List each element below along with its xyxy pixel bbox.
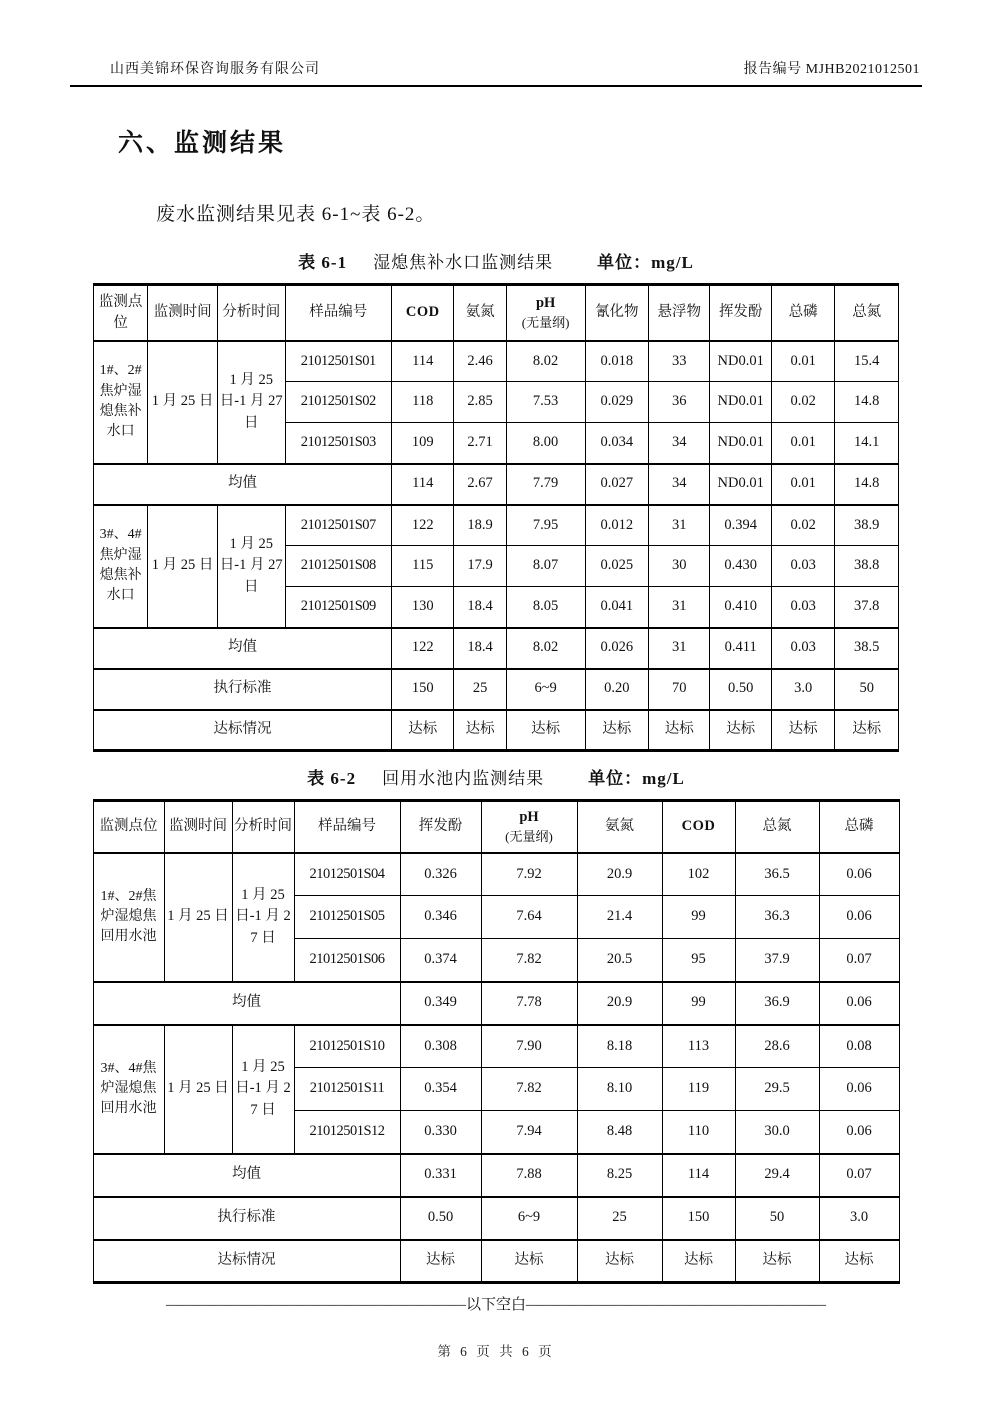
analysis-date-cell: 1 月 25 日-1 月 27 日 (232, 1025, 294, 1154)
value-cell: 2.67 (454, 464, 506, 505)
value-cell: 3.0 (771, 669, 834, 710)
value-cell: 8.48 (577, 1111, 662, 1154)
below-blank-marker: ————————————————————以下空白———————————————————— (165, 1297, 826, 1313)
value-cell: 达标 (710, 710, 771, 751)
value-cell: 0.03 (771, 587, 834, 628)
sample-id-cell: 21012501S10 (294, 1025, 400, 1068)
value-cell: 34 (649, 464, 710, 505)
value-cell: 达标 (585, 710, 648, 751)
value-cell: 0.01 (771, 341, 834, 382)
value-cell: 36 (649, 382, 710, 423)
standard-row (93, 1197, 899, 1240)
value-cell: 8.07 (506, 546, 585, 587)
mean-label-cell: 均值 (93, 1154, 400, 1197)
value-cell: 0.326 (400, 853, 481, 896)
value-cell: 99 (662, 896, 735, 939)
col-header: 分析时间 (217, 285, 285, 341)
value-cell: 99 (662, 982, 735, 1025)
value-cell: 28.6 (735, 1025, 819, 1068)
value-cell: 0.041 (585, 587, 648, 628)
table1-caption-title: 湿熄焦补水口监测结果 (373, 253, 554, 272)
value-cell: 7.64 (481, 896, 577, 939)
value-cell: 0.411 (710, 628, 771, 669)
sample-id-cell: 21012501S04 (294, 853, 400, 896)
value-cell: 达标 (819, 1240, 899, 1283)
value-cell: 6~9 (481, 1197, 577, 1240)
value-cell: 122 (392, 505, 454, 546)
value-cell: 0.018 (585, 341, 648, 382)
date-cell: 1 月 25 日 (148, 505, 218, 628)
value-cell: 达标 (577, 1240, 662, 1283)
mean-label-cell: 均值 (94, 464, 392, 505)
value-cell: 0.07 (819, 1154, 899, 1197)
value-cell: 20.9 (577, 982, 662, 1025)
table-row (93, 853, 899, 896)
value-cell: 0.025 (585, 546, 648, 587)
value-cell: 14.1 (835, 423, 899, 464)
compliance-row (94, 710, 899, 751)
value-cell: 38.9 (835, 505, 899, 546)
value-cell: 7.95 (506, 505, 585, 546)
value-cell: 0.03 (771, 628, 834, 669)
sample-id-cell: 21012501S09 (285, 587, 392, 628)
value-cell: 0.029 (585, 382, 648, 423)
date-cell: 1 月 25 日 (164, 853, 232, 982)
value-cell: 0.430 (710, 546, 771, 587)
value-cell: 0.354 (400, 1068, 481, 1111)
value-cell: 25 (454, 669, 506, 710)
value-cell: 0.02 (771, 505, 834, 546)
value-cell: 0.308 (400, 1025, 481, 1068)
value-cell: 15.4 (835, 341, 899, 382)
sample-id-cell: 21012501S12 (294, 1111, 400, 1154)
site-cell: 3#、4#焦炉湿熄焦回用水池 (93, 1025, 164, 1154)
sample-id-cell: 21012501S03 (285, 423, 392, 464)
value-cell: 达标 (454, 710, 506, 751)
value-cell: 2.46 (454, 341, 506, 382)
compliance-row (93, 1240, 899, 1283)
date-cell: 1 月 25 日 (148, 341, 218, 464)
value-cell: 0.034 (585, 423, 648, 464)
compliance-label-cell: 达标情况 (93, 1240, 400, 1283)
ph-label: pH (519, 808, 539, 825)
col-header: 分析时间 (232, 801, 294, 853)
value-cell: 109 (392, 423, 454, 464)
value-cell: 38.8 (835, 546, 899, 587)
value-cell: 20.9 (577, 853, 662, 896)
value-cell: 31 (649, 587, 710, 628)
value-cell: 114 (392, 341, 454, 382)
value-cell: 18.9 (454, 505, 506, 546)
value-cell: 0.06 (819, 1068, 899, 1111)
sample-id-cell: 21012501S11 (294, 1068, 400, 1111)
value-cell: 118 (392, 382, 454, 423)
value-cell: 0.06 (819, 982, 899, 1025)
value-cell: 29.4 (735, 1154, 819, 1197)
value-cell: 0.01 (771, 423, 834, 464)
value-cell: 36.3 (735, 896, 819, 939)
value-cell: 0.374 (400, 939, 481, 982)
value-cell: 0.026 (585, 628, 648, 669)
value-cell: 8.00 (506, 423, 585, 464)
value-cell: 达标 (771, 710, 834, 751)
sample-id-cell: 21012501S07 (285, 505, 392, 546)
col-header-ph (481, 801, 577, 853)
value-cell: 7.82 (481, 939, 577, 982)
value-cell: ND0.01 (710, 464, 771, 505)
value-cell: 30.0 (735, 1111, 819, 1154)
sample-id-cell: 21012501S01 (285, 341, 392, 382)
intro-text: 废水监测结果见表 6-1~表 6-2。 (156, 204, 436, 225)
col-header: 氰化物 (585, 285, 648, 341)
table1-caption-unit: 单位：mg/L (597, 253, 694, 272)
col-header: 总磷 (819, 801, 899, 853)
value-cell: 0.03 (771, 546, 834, 587)
report-number: 报告编号 MJHB2021012501 (743, 62, 920, 77)
col-header: 样品编号 (294, 801, 400, 853)
value-cell: 0.012 (585, 505, 648, 546)
sample-id-cell: 21012501S06 (294, 939, 400, 982)
col-header: 总氮 (835, 285, 899, 341)
value-cell: 0.330 (400, 1111, 481, 1154)
value-cell: 50 (735, 1197, 819, 1240)
ph-unit-label: (无量纲) (505, 828, 553, 844)
mean-label-cell: 均值 (94, 628, 392, 669)
value-cell: 150 (662, 1197, 735, 1240)
value-cell: 7.94 (481, 1111, 577, 1154)
value-cell: ND0.01 (710, 382, 771, 423)
value-cell: 18.4 (454, 587, 506, 628)
value-cell: 0.02 (771, 382, 834, 423)
value-cell: 8.05 (506, 587, 585, 628)
value-cell: 7.78 (481, 982, 577, 1025)
value-cell: 150 (392, 669, 454, 710)
col-header: COD (662, 801, 735, 853)
value-cell: 95 (662, 939, 735, 982)
table1-header-row (94, 285, 899, 341)
sample-id-cell: 21012501S05 (294, 896, 400, 939)
value-cell: 36.9 (735, 982, 819, 1025)
value-cell: 0.01 (771, 464, 834, 505)
site-cell: 1#、2#焦炉湿熄焦回用水池 (93, 853, 164, 982)
table-row (93, 1025, 899, 1068)
value-cell: 0.06 (819, 1111, 899, 1154)
value-cell: 0.346 (400, 896, 481, 939)
value-cell: 37.8 (835, 587, 899, 628)
value-cell: 36.5 (735, 853, 819, 896)
value-cell: 0.50 (710, 669, 771, 710)
value-cell: 达标 (481, 1240, 577, 1283)
mean-row (93, 1154, 899, 1197)
ph-label: pH (535, 294, 556, 311)
standard-label-cell: 执行标准 (93, 1197, 400, 1240)
value-cell: 0.394 (710, 505, 771, 546)
value-cell: 14.8 (835, 382, 899, 423)
value-cell: 31 (649, 505, 710, 546)
value-cell: 110 (662, 1111, 735, 1154)
mean-row (94, 628, 899, 669)
table2-header-row (93, 801, 899, 853)
col-header: 监测时间 (164, 801, 232, 853)
table-6-1 (93, 283, 899, 752)
value-cell: 114 (392, 464, 454, 505)
value-cell: 达标 (506, 710, 585, 751)
value-cell: 38.5 (835, 628, 899, 669)
value-cell: 7.88 (481, 1154, 577, 1197)
value-cell: 0.06 (819, 896, 899, 939)
value-cell: 25 (577, 1197, 662, 1240)
table1-caption (70, 248, 922, 273)
value-cell: 33 (649, 341, 710, 382)
value-cell: ND0.01 (710, 423, 771, 464)
value-cell: 31 (649, 628, 710, 669)
value-cell: 0.20 (585, 669, 648, 710)
value-cell: 122 (392, 628, 454, 669)
sample-id-cell: 21012501S08 (285, 546, 392, 587)
col-header: 监测时间 (148, 285, 218, 341)
value-cell: 达标 (662, 1240, 735, 1283)
value-cell: 8.02 (506, 341, 585, 382)
value-cell: 14.8 (835, 464, 899, 505)
standard-row (94, 669, 899, 710)
mean-row (94, 464, 899, 505)
value-cell: 达标 (392, 710, 454, 751)
mean-row (93, 982, 899, 1025)
col-header: 监测点位 (94, 285, 148, 341)
page-number: 第 6 页 共 6 页 (437, 1344, 555, 1359)
value-cell: 2.71 (454, 423, 506, 464)
value-cell: 115 (392, 546, 454, 587)
value-cell: 达标 (649, 710, 710, 751)
value-cell: 7.79 (506, 464, 585, 505)
table-row (94, 341, 899, 382)
value-cell: 0.07 (819, 939, 899, 982)
value-cell: 达标 (400, 1240, 481, 1283)
col-header: 总磷 (771, 285, 834, 341)
col-header: 氨氮 (454, 285, 506, 341)
site-cell: 1#、2#焦炉湿熄焦补水口 (94, 341, 148, 464)
value-cell: 6~9 (506, 669, 585, 710)
company-name: 山西美锦环保咨询服务有限公司 (110, 62, 320, 77)
value-cell: 7.82 (481, 1068, 577, 1111)
col-header: 悬浮物 (649, 285, 710, 341)
value-cell: 18.4 (454, 628, 506, 669)
value-cell: 114 (662, 1154, 735, 1197)
col-header: 挥发酚 (710, 285, 771, 341)
col-header: 总氮 (735, 801, 819, 853)
col-header: 监测点位 (93, 801, 164, 853)
col-header: COD (392, 285, 454, 341)
analysis-date-cell: 1 月 25 日-1 月 27 日 (217, 341, 285, 464)
col-header: 挥发酚 (400, 801, 481, 853)
value-cell: 102 (662, 853, 735, 896)
value-cell: 37.9 (735, 939, 819, 982)
analysis-date-cell: 1 月 25 日-1 月 27 日 (217, 505, 285, 628)
value-cell: 0.331 (400, 1154, 481, 1197)
value-cell: 0.08 (819, 1025, 899, 1068)
col-header: 氨氮 (577, 801, 662, 853)
col-header: 样品编号 (285, 285, 392, 341)
value-cell: 8.02 (506, 628, 585, 669)
value-cell: 0.06 (819, 853, 899, 896)
value-cell: 7.53 (506, 382, 585, 423)
table-6-2 (93, 799, 900, 1284)
value-cell: 34 (649, 423, 710, 464)
value-cell: 21.4 (577, 896, 662, 939)
value-cell: 17.9 (454, 546, 506, 587)
table-row (94, 505, 899, 546)
value-cell: 130 (392, 587, 454, 628)
value-cell: 0.410 (710, 587, 771, 628)
value-cell: 50 (835, 669, 899, 710)
value-cell: 119 (662, 1068, 735, 1111)
table2-caption (70, 764, 922, 789)
section-title: 六、监测结果 (118, 130, 287, 157)
value-cell: 8.18 (577, 1025, 662, 1068)
value-cell: 29.5 (735, 1068, 819, 1111)
standard-label-cell: 执行标准 (94, 669, 392, 710)
compliance-label-cell: 达标情况 (94, 710, 392, 751)
value-cell: 7.92 (481, 853, 577, 896)
value-cell: 0.027 (585, 464, 648, 505)
date-cell: 1 月 25 日 (164, 1025, 232, 1154)
value-cell: 达标 (735, 1240, 819, 1283)
table2-caption-unit: 单位：mg/L (588, 769, 685, 788)
sample-id-cell: 21012501S02 (285, 382, 392, 423)
mean-label-cell: 均值 (93, 982, 400, 1025)
value-cell: 113 (662, 1025, 735, 1068)
value-cell: 3.0 (819, 1197, 899, 1240)
value-cell: 0.349 (400, 982, 481, 1025)
value-cell: 8.25 (577, 1154, 662, 1197)
ph-unit-label: (无量纲) (521, 314, 570, 330)
table1-caption-label: 表 6-1 (298, 253, 348, 272)
value-cell: 8.10 (577, 1068, 662, 1111)
value-cell: 0.50 (400, 1197, 481, 1240)
table2-caption-label: 表 6-2 (307, 769, 357, 788)
page-header (70, 58, 922, 87)
value-cell: ND0.01 (710, 341, 771, 382)
site-cell: 3#、4#焦炉湿熄焦补水口 (94, 505, 148, 628)
value-cell: 30 (649, 546, 710, 587)
table2-caption-title: 回用水池内监测结果 (382, 769, 545, 788)
value-cell: 20.5 (577, 939, 662, 982)
col-header-ph (506, 285, 585, 341)
value-cell: 达标 (835, 710, 899, 751)
value-cell: 70 (649, 669, 710, 710)
value-cell: 2.85 (454, 382, 506, 423)
value-cell: 7.90 (481, 1025, 577, 1068)
analysis-date-cell: 1 月 25 日-1 月 27 日 (232, 853, 294, 982)
